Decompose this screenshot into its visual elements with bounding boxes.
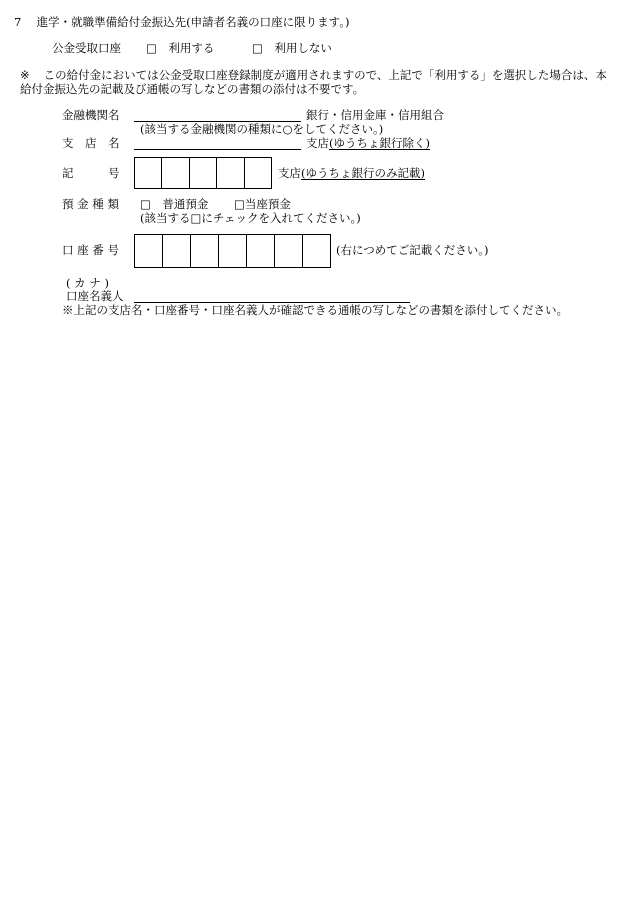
symbol-digit-box-5[interactable]: [245, 158, 271, 188]
account-digit-box-7[interactable]: [303, 235, 330, 267]
symbol-boxes[interactable]: [134, 157, 272, 189]
footer-note: ※上記の支店名・口座番号・口座名義人が確認できる通帳の写しなどの書類を添付してください。: [62, 303, 568, 317]
public-account-label: 公金受取口座: [52, 41, 121, 55]
public-account-not-use-checkbox[interactable]: □ 利用しない: [252, 41, 332, 55]
account-digit-box-5[interactable]: [247, 235, 275, 267]
symbol-suffix-note: (ゆうちょ銀行のみ記載): [301, 166, 425, 180]
account-number-boxes[interactable]: [134, 234, 331, 268]
bank-type-instruction: (該当する金融機関の種類に○をしてください。): [140, 122, 384, 136]
symbol-digit-box-1[interactable]: [135, 158, 162, 188]
symbol-label: 記 号: [62, 166, 120, 180]
symbol-digit-box-3[interactable]: [190, 158, 217, 188]
holder-label: 口座名義人: [66, 289, 124, 303]
note-text: この給付金においては公金受取口座登録制度が適用されますので、上記で「利用する」を選択した場合は、本給付金振込先の記載及び通帳の写しなどの書類の添付は不要です。: [20, 68, 607, 96]
branch-suffix: [306, 136, 430, 150]
public-account-note: [20, 68, 616, 96]
section-heading: [14, 15, 349, 29]
branch-name-field[interactable]: [134, 149, 301, 150]
account-digit-box-2[interactable]: [163, 235, 191, 267]
account-digit-box-6[interactable]: [275, 235, 303, 267]
account-number-label: 口 座 番 号: [62, 243, 119, 257]
public-account-use-checkbox[interactable]: □ 利用する: [146, 41, 215, 55]
deposit-ordinary-checkbox[interactable]: □ 普通預金: [140, 197, 209, 211]
branch-suffix-note: (ゆうちょ銀行除く): [329, 136, 430, 150]
symbol-digit-box-2[interactable]: [162, 158, 189, 188]
symbol-suffix-prefix: 支店: [278, 166, 301, 180]
deposit-type-instruction: (該当する□にチェックを入れてください。): [140, 211, 361, 225]
note-mark: ※: [20, 68, 30, 82]
account-digit-box-1[interactable]: [135, 235, 163, 267]
deposit-current-checkbox[interactable]: □当座預金: [234, 197, 291, 211]
symbol-digit-box-4[interactable]: [217, 158, 244, 188]
bank-type-suffix: 銀行・信用金庫・信用組合: [306, 108, 444, 122]
account-digit-box-4[interactable]: [219, 235, 247, 267]
symbol-suffix: [278, 166, 425, 180]
account-digit-box-3[interactable]: [191, 235, 219, 267]
branch-suffix-prefix: 支店: [306, 136, 329, 150]
deposit-type-label: 預 金 種 類: [62, 197, 119, 211]
holder-kana-label: ( カ ナ ): [66, 276, 109, 290]
branch-label: 支 店 名: [62, 136, 120, 150]
section-number: 7: [14, 15, 22, 29]
section-title: 進学・就職準備給付金振込先(申請者名義の口座に限ります。): [36, 15, 350, 29]
account-number-instruction: (右につめてご記載ください。): [336, 243, 489, 257]
bank-label: 金融機関名: [62, 108, 120, 122]
